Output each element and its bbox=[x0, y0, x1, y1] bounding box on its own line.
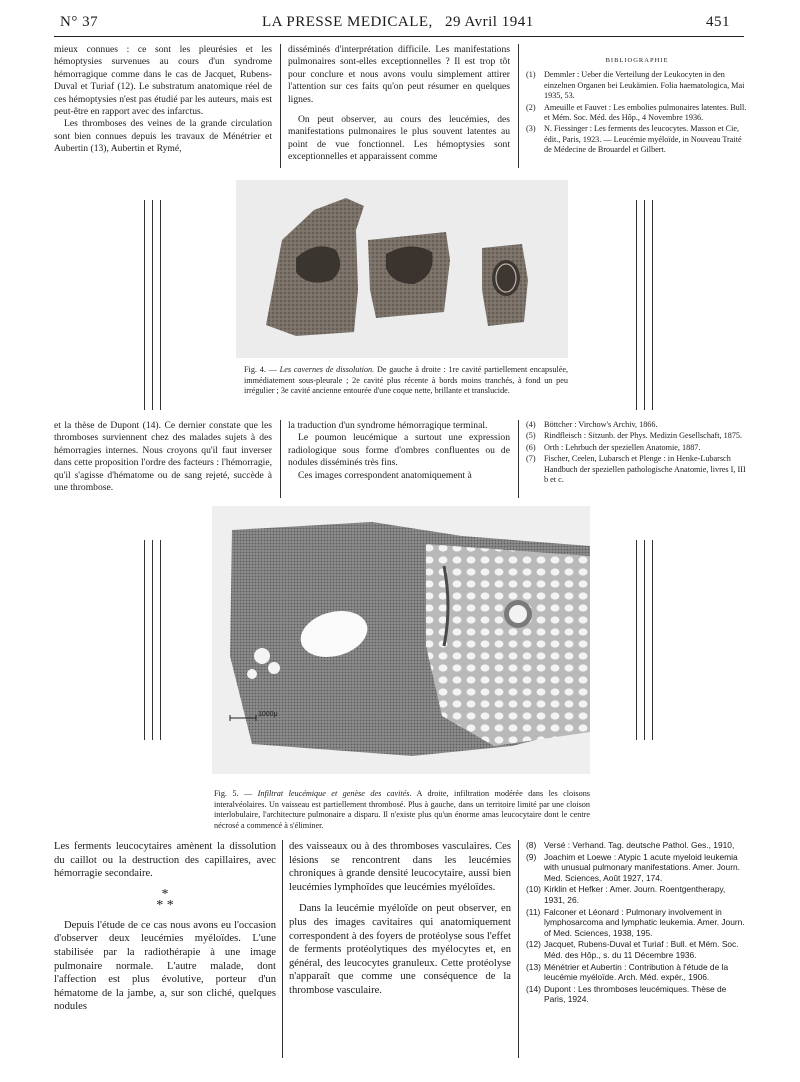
mid-column-2 bbox=[288, 420, 510, 482]
entry-number: (3) bbox=[526, 124, 536, 134]
entry-number: (9) bbox=[526, 851, 537, 862]
column-rule bbox=[518, 44, 519, 168]
entry-text: N. Fiessinger : Les ferments des leucocytes. Masson et Cie, édit., Paris, 1923. — Leucémie myéloïde, in Nouveau Traité de Médecine de Brouardel et Gilbert. bbox=[544, 124, 742, 155]
margin-rule bbox=[144, 200, 145, 410]
column-rule bbox=[518, 420, 519, 498]
paragraph: On peut observer, au cours des leucémies, des manifestations pulmonaires le plus souvent latentes au point de vue fonctionnel. Les hémoptysies sont exceptionnelles et apparaissent comme bbox=[288, 114, 510, 163]
paragraph: Le poumon leucémique a surtout une expression radiologique sous forme d'ombres confluentes ou de nodules disséminés très fins. bbox=[288, 432, 510, 469]
bibliography-entry bbox=[526, 939, 748, 960]
paragraph: la traduction d'un syndrome hémorragique terminal. bbox=[288, 420, 488, 431]
margin-rule bbox=[636, 540, 637, 740]
journal-title: LA PRESSE MEDICALE, bbox=[262, 14, 433, 30]
figure-label: Fig. 4. — bbox=[244, 365, 277, 374]
figure-title: Infiltrat leucémique et genèse des cavités. bbox=[257, 789, 412, 798]
entry-text: Joachim et Loewe : Atypic 1 acute myeloid leukemia with unusual pulmonary manifestations. Amer. Journ. Med. Sciences, Août 1927, 174. bbox=[544, 851, 740, 883]
figure-description: De gauche à droite : 1re cavité partiellement encapsulée, immédiatement sous-pleurale ; 2e cavité plus récente à bords moins tranchés, à fond un peu irrégulier ; 3e cavité ancienne entourée d'une coque nette, brillante et translucide. bbox=[244, 365, 569, 396]
margin-rule bbox=[652, 540, 653, 740]
figure-title: Les cavernes de dissolution. bbox=[279, 365, 375, 374]
entry-number: (2) bbox=[526, 102, 536, 112]
entry-text: Kirklin et Hefker : Amer. Journ. Roentgentherapy, 1931, 26. bbox=[544, 884, 726, 905]
bibliography-entry bbox=[526, 840, 748, 851]
bibliography-entry bbox=[526, 443, 748, 453]
issue-date: 29 Avril 1941 bbox=[445, 14, 534, 30]
bibliography-entry bbox=[526, 103, 748, 124]
section-separator: * * * bbox=[156, 886, 174, 913]
entry-text: Ménétrier et Aubertin : Contribution à l'étude de la leucémie myéloïde. Arch. Méd. expér., 1906. bbox=[544, 961, 729, 983]
margin-rule bbox=[160, 200, 161, 410]
entry-number: (6) bbox=[526, 442, 536, 452]
entry-number: (11) bbox=[526, 906, 541, 917]
bibliography-mid bbox=[526, 420, 748, 486]
figure-description: A droite, infiltration modérée dans les cloisons interalvéolaires. Un vaisseau est partiellement thrombosé. Plus à gauche, dans un territoire limité par une cloison interlobulaire, l'architecture pulmonaire a disparu. Il n'existe plus qu'un énorme amas leucocytaire dont le centre nécrosé a commencé à s'éliminer. bbox=[214, 789, 590, 830]
entry-number: (7) bbox=[526, 454, 536, 464]
paragraph: Depuis l'étude de ce cas nous avons eu l'occasion d'observer deux leucémies myéloïdes. L'une stabilisée par la radiothérapie à une image pulmonaire normale. L'autre malade, dont l'affection est plus évolutive, porteur d'un hématome de la jambe, a, sur son cliché, quelques nodules bbox=[54, 919, 276, 1013]
bibliography-title: BIBLIOGRAPHIE bbox=[605, 57, 669, 64]
bibliography-top bbox=[526, 56, 748, 157]
paragraph: Les thromboses des veines de la grande circulation sont bien connues depuis les travaux de Ménétrier et Aubertin (13), Aubertin et Rymé, bbox=[54, 118, 272, 155]
entry-text: Fischer, Ceelen, Lubarsch et Plenge : in Henke-Lubarsch Handbuch der speziellen pathologische Anatomie, livres I, III b et c. bbox=[544, 454, 746, 485]
margin-rule bbox=[652, 200, 653, 410]
entry-number: (12) bbox=[526, 939, 541, 950]
figure-5-micrograph bbox=[212, 506, 590, 774]
paragraph: des vaisseaux ou à des thromboses vasculaires. Ces lésions se rencontrent dans les leucémies chroniques à grande densité leucocytaire, aussi bien leucémies lymphoïdes que leucémies myéloïdes. bbox=[289, 841, 511, 893]
paragraph: mieux connues : ce sont les pleurésies et les hémoptysies survenues au cours d'un syndrome hémorragique comme dans le cas de Jacquet, Rubens-Duval et Turiaf (12). Le substratum anatomique réel de ces hémoptysies n'est pas étudié par les auteurs, mais est peut-être en rapport avec des infarctus. bbox=[54, 44, 272, 118]
figure-5-caption bbox=[214, 789, 590, 831]
bibliography-bottom bbox=[526, 840, 748, 1006]
scale-label: 1000μ bbox=[258, 711, 278, 718]
paragraph: disséminés d'interprétation difficile. Les manifestations pulmonaires sont-elles exceptionnelles ? Il est trop tôt pour conclure et nous avons voulu simplement attirer l'attention sur ces faits qu'on peut résumer en quelques lignes. bbox=[288, 44, 510, 105]
entry-text: Falconer et Léonard : Pulmonary involvement in lymphosarcoma and lymphatic leukemia. Amer. Journ. of Med. Sciences, 1938, 195. bbox=[544, 906, 745, 938]
top-column-2 bbox=[288, 44, 510, 164]
bibliography-entry bbox=[526, 984, 748, 1005]
column-rule bbox=[282, 840, 283, 1058]
bibliography-entry bbox=[526, 907, 748, 939]
entry-number: (14) bbox=[526, 983, 541, 994]
entry-number: (10) bbox=[526, 884, 541, 895]
paragraph: Dans la leucémie myéloïde on peut observer, en plus des images cavitaires qui anatomiquement correspondent à des foyers de protéolyse sous l'effet de ferments protéolytiques des myélocytes et, en général, des leucocytes granuleux. Cette protéolyse n'apparaît que comme une conséquence de la thrombose vasculaire. bbox=[289, 903, 511, 996]
header-rule bbox=[54, 36, 744, 37]
issue-number: N° 37 bbox=[60, 14, 99, 30]
bottom-column-2 bbox=[289, 840, 511, 998]
entry-text: Rindfleisch : Sitzunb. der Phys. Medizin Gesellschaft, 1875. bbox=[544, 431, 743, 441]
page-number: 451 bbox=[706, 14, 730, 30]
entry-text: Jacquet, Rubens-Duval et Turiaf : Bull. et Mém. Soc. Méd. des Hôp., s. du 11 Décembre 1936. bbox=[544, 939, 739, 960]
paragraph: Ces images correspondent anatomiquement à bbox=[298, 469, 472, 481]
paragraph: Les ferments leucocytaires amènent la dissolution du caillot ou la destruction des capillaires, avec hémorragie secondaire. bbox=[54, 841, 276, 880]
top-column-1 bbox=[54, 44, 272, 156]
bibliography-entry bbox=[526, 884, 748, 905]
entry-text: Orth : Lehrbuch der speziellen Anatomie, 1887. bbox=[544, 442, 701, 452]
entry-text: Böttcher : Virchow's Archiv, 1866. bbox=[544, 420, 658, 429]
figure-label: Fig. 5. — bbox=[214, 789, 253, 798]
bottom-column-1 bbox=[54, 840, 276, 1014]
margin-rule bbox=[160, 540, 161, 740]
bibliography-entry bbox=[526, 962, 748, 983]
bibliography-entry bbox=[526, 124, 748, 155]
column-rule bbox=[518, 840, 519, 1058]
bibliography-entry bbox=[526, 852, 748, 884]
bibliography-entry bbox=[526, 431, 748, 441]
figure-4-photo bbox=[236, 180, 568, 358]
entry-number: (13) bbox=[526, 961, 541, 972]
margin-rule bbox=[152, 540, 153, 740]
margin-rule bbox=[144, 540, 145, 740]
entry-text: Demmler : Ueber die Verteilung der Leukocyten in den einzelnen Organen bei Leukämien. Folia haematologica, Mai 1935, 53. bbox=[544, 70, 745, 101]
entry-text: Versé : Verhand. Tag. deutsche Pathol. Ges., 1910, bbox=[544, 840, 735, 850]
bibliography-entry bbox=[526, 70, 748, 101]
paragraph: et la thèse de Dupont (14). Ce dernier constate que les thromboses surviennent chez des malades sujets à des hémorragies internes. Nous croyons qu'il faut inverser dans cette proposition l'ordre des facteurs : l'hémorragie, qu'il s'agisse d'hématome ou de sang rejeté, succède à une thrombose. bbox=[54, 420, 272, 494]
margin-rule bbox=[152, 200, 153, 410]
entry-number: (1) bbox=[526, 70, 536, 80]
margin-rule bbox=[636, 200, 637, 410]
margin-rule bbox=[644, 200, 645, 410]
entry-number: (5) bbox=[526, 431, 536, 441]
entry-number: (8) bbox=[526, 840, 537, 850]
column-rule bbox=[280, 420, 281, 498]
entry-text: Ameuille et Fauvet : Les embolies pulmonaires latentes. Bull. et Mém. Soc. Méd. des Hôp., 4 Novembre 1936. bbox=[544, 102, 747, 123]
figure-4-caption bbox=[244, 365, 568, 397]
entry-number: (4) bbox=[526, 420, 536, 429]
histology-image bbox=[212, 506, 590, 774]
bibliography-entry bbox=[526, 420, 748, 430]
bibliography-entry bbox=[526, 454, 748, 485]
margin-rule bbox=[644, 540, 645, 740]
mid-column-1 bbox=[54, 420, 272, 494]
entry-text: Dupont : Les thromboses leucémiques. Thèse de Paris, 1924. bbox=[544, 983, 727, 1005]
lung-specimens-image bbox=[236, 180, 568, 358]
column-rule bbox=[280, 44, 281, 168]
